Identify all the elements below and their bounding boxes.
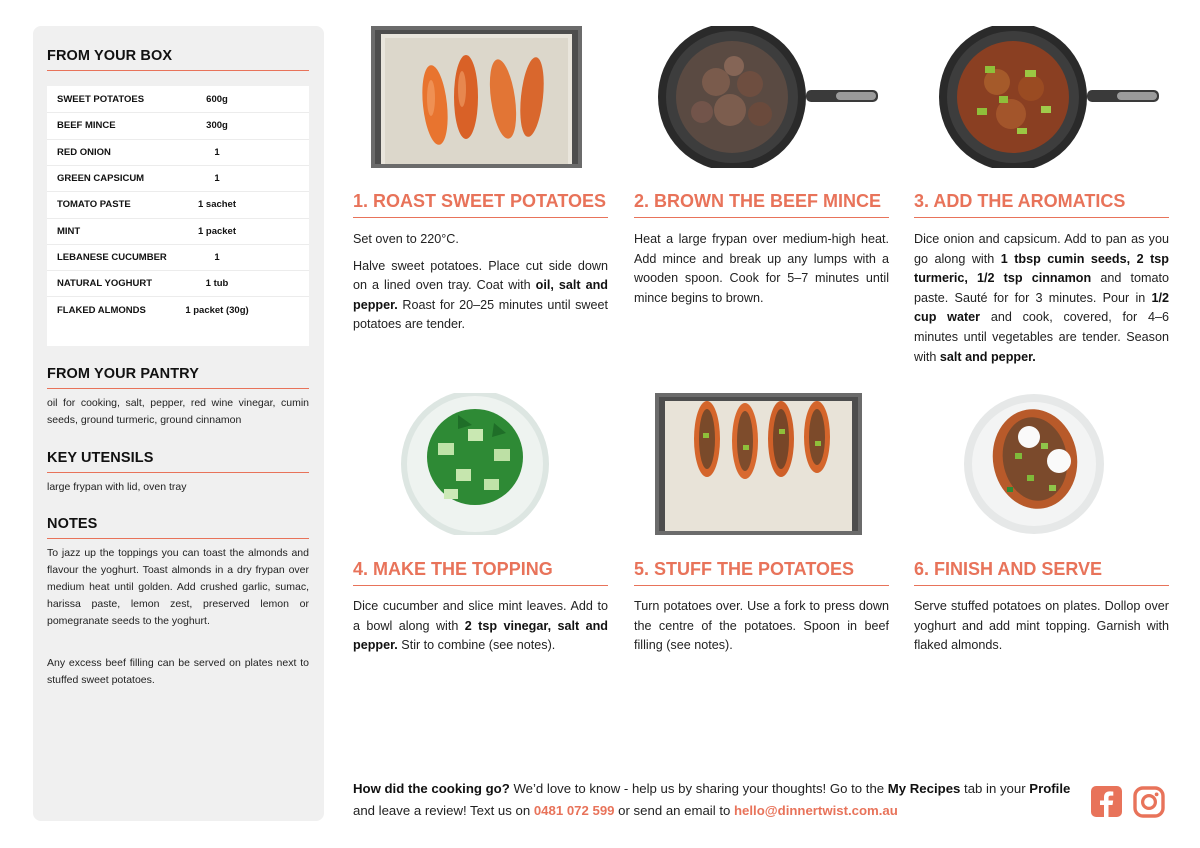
ingredient-name: GREEN CAPSICUM <box>57 173 145 185</box>
ingredient-name: RED ONION <box>57 146 111 158</box>
table-row <box>47 244 309 270</box>
step-6-text <box>914 597 1169 663</box>
step-3-text-part: and tomato paste. Sauté for for 3 minutes. Pour in <box>914 271 1170 305</box>
notes-title: NOTES <box>47 516 98 532</box>
step-3-rule <box>914 217 1169 218</box>
footer-question: How did the cooking go? <box>353 781 510 796</box>
table-row <box>47 191 309 217</box>
ingredient-qty: 1 tub <box>205 278 229 290</box>
notes-rule <box>47 538 309 539</box>
notes-paragraph-2: Any excess beef filling can be served on plates next to stuffed sweet potatoes. <box>47 657 309 686</box>
ingredient-name: BEEF MINCE <box>57 120 116 132</box>
step-6-title: 6. FINISH AND SERVE <box>914 559 1103 579</box>
stuff-potatoes-photo <box>655 393 862 535</box>
add-aromatics-photo <box>937 26 1159 168</box>
make-topping-photo <box>398 393 552 535</box>
instagram-icon[interactable] <box>1133 786 1165 818</box>
utensils-text: large frypan with lid, oven tray <box>47 481 187 493</box>
step-6-rule <box>914 585 1169 586</box>
step-4-rule <box>353 585 608 586</box>
ingredient-name: FLAKED ALMONDS <box>57 304 146 316</box>
step-5-paragraph-1: Turn potatoes over. Use a fork to press down the centre of the potatoes. Spoon in beef filling (see notes). <box>634 599 889 653</box>
step-4-text-part: Dice cucumber and slice mint leaves. Add to a bowl along with <box>353 599 608 633</box>
feedback-footer <box>353 778 1073 822</box>
facebook-icon[interactable] <box>1091 786 1122 817</box>
box-ingredients-table <box>47 86 309 346</box>
from-box-rule <box>47 70 309 71</box>
step-1-text <box>353 230 608 342</box>
pantry-title: FROM YOUR PANTRY <box>47 366 199 382</box>
ingredient-name: NATURAL YOGHURT <box>57 278 152 290</box>
my-recipes-link[interactable]: My Recipes <box>887 781 961 796</box>
step-3-paragraph-1 <box>914 230 1169 367</box>
step-1-bold-text: oil, salt and pepper. <box>353 278 609 312</box>
pantry-text: oil for cooking, salt, pepper, red wine vinegar, cumin seeds, ground turmeric, ground cinnamon <box>47 397 309 426</box>
footer-text-part: tab in your <box>960 781 1030 796</box>
footer-text-part: and leave a review! Text us on <box>353 803 534 818</box>
step-3-text <box>914 230 1169 374</box>
step-1-rule <box>353 217 608 218</box>
step-3-title: 3. ADD THE AROMATICS <box>914 191 1126 211</box>
brown-beef-photo <box>656 26 878 168</box>
ingredient-qty: 600g <box>206 93 228 105</box>
from-box-title: FROM YOUR BOX <box>47 48 173 64</box>
table-row <box>47 218 309 244</box>
ingredient-name: TOMATO PASTE <box>57 199 131 211</box>
ingredient-qty: 1 <box>214 146 220 158</box>
ingredient-qty: 1 sachet <box>197 199 237 211</box>
ingredient-name: LEBANESE CUCUMBER <box>57 251 167 263</box>
ingredient-name: MINT <box>57 225 81 237</box>
step-1-text-part: Halve sweet potatoes. Place cut side down on a lined oven tray. Coat with <box>353 258 608 293</box>
ingredient-qty: 1 <box>214 173 220 185</box>
phone-link[interactable]: 0481 072 599 <box>533 803 615 818</box>
step-2-text <box>634 230 889 315</box>
table-row <box>47 296 309 322</box>
step-3-bold-text: salt and pepper. <box>939 349 1036 364</box>
step-4-text-part: Stir to combine (see notes). <box>397 638 556 653</box>
step-3-bold-text: 1/2 cup water <box>914 290 1169 325</box>
table-row <box>47 86 309 112</box>
roast-sweet-potatoes-photo <box>371 26 582 168</box>
step-4-paragraph-1 <box>353 597 608 656</box>
finish-and-serve-photo <box>963 393 1105 535</box>
step-4-text <box>353 597 608 663</box>
ingredient-qty: 1 packet <box>197 225 237 237</box>
step-2-rule <box>634 217 889 218</box>
step-1-title: 1. ROAST SWEET POTATOES <box>353 191 607 211</box>
utensils-title: KEY UTENSILS <box>47 450 154 466</box>
utensils-rule <box>47 472 309 473</box>
step-2-title: 2. BROWN THE BEEF MINCE <box>634 191 882 211</box>
table-row <box>47 165 309 191</box>
step-1-paragraph-2 <box>353 257 608 335</box>
pantry-rule <box>47 388 309 389</box>
notes-paragraph-1: To jazz up the toppings you can toast the almonds and flavour the yoghurt. Toast almonds in a dry frypan over medium heat until golden. Add crushed garlic, sumac, harissa paste, lemon zest, preserved lemon or pomegranate seeds to the yoghurt. <box>47 547 309 627</box>
step-5-rule <box>634 585 889 586</box>
ingredient-qty: 300g <box>206 120 228 132</box>
step-5-title: 5. STUFF THE POTATOES <box>634 559 855 579</box>
ingredient-qty: 1 packet (30g) <box>185 304 249 316</box>
step-3-text-part: Dice onion and capsicum. Add to pan as you go along with <box>914 232 1169 266</box>
step-1-paragraph-1: Set oven to 220°C. <box>353 232 459 246</box>
step-3-bold-text: 1 tbsp cumin seeds, 2 tsp turmeric, 1/2 tsp cinnamon <box>914 251 1169 286</box>
step-4-bold-text: 2 tsp vinegar, salt and pepper. <box>353 618 608 653</box>
step-6-paragraph-1: Serve stuffed potatoes on plates. Dollop over yoghurt and add mint topping. Garnish with flaked almonds. <box>914 599 1169 653</box>
table-row <box>47 270 309 296</box>
table-row <box>47 112 309 138</box>
email-link[interactable]: hello@dinnertwist.com.au <box>734 803 898 818</box>
table-row <box>47 139 309 165</box>
step-5-text <box>634 597 889 663</box>
step-2-paragraph-1: Heat a large frypan over medium-high heat. Add mince and break up any lumps with a wooden spoon. Cook for 5–7 minutes until mince begins to brown. <box>634 232 889 305</box>
ingredient-qty: 1 <box>214 251 220 263</box>
ingredients-sidebar <box>33 26 324 821</box>
footer-text-part: We’d love to know - help us by sharing your thoughts! Go to the <box>509 781 888 796</box>
step-4-title: 4. MAKE THE TOPPING <box>353 559 553 579</box>
footer-text-part: or send an email to <box>614 803 734 818</box>
step-1-text-part: Roast for 20–25 minutes until sweet potatoes are tender. <box>353 297 608 332</box>
ingredient-name: SWEET POTATOES <box>57 93 145 105</box>
step-3-text-part: and cook, covered, for 4–6 minutes until vegetables are tender. Season with <box>914 310 1169 364</box>
profile-link[interactable]: Profile <box>1029 781 1071 796</box>
